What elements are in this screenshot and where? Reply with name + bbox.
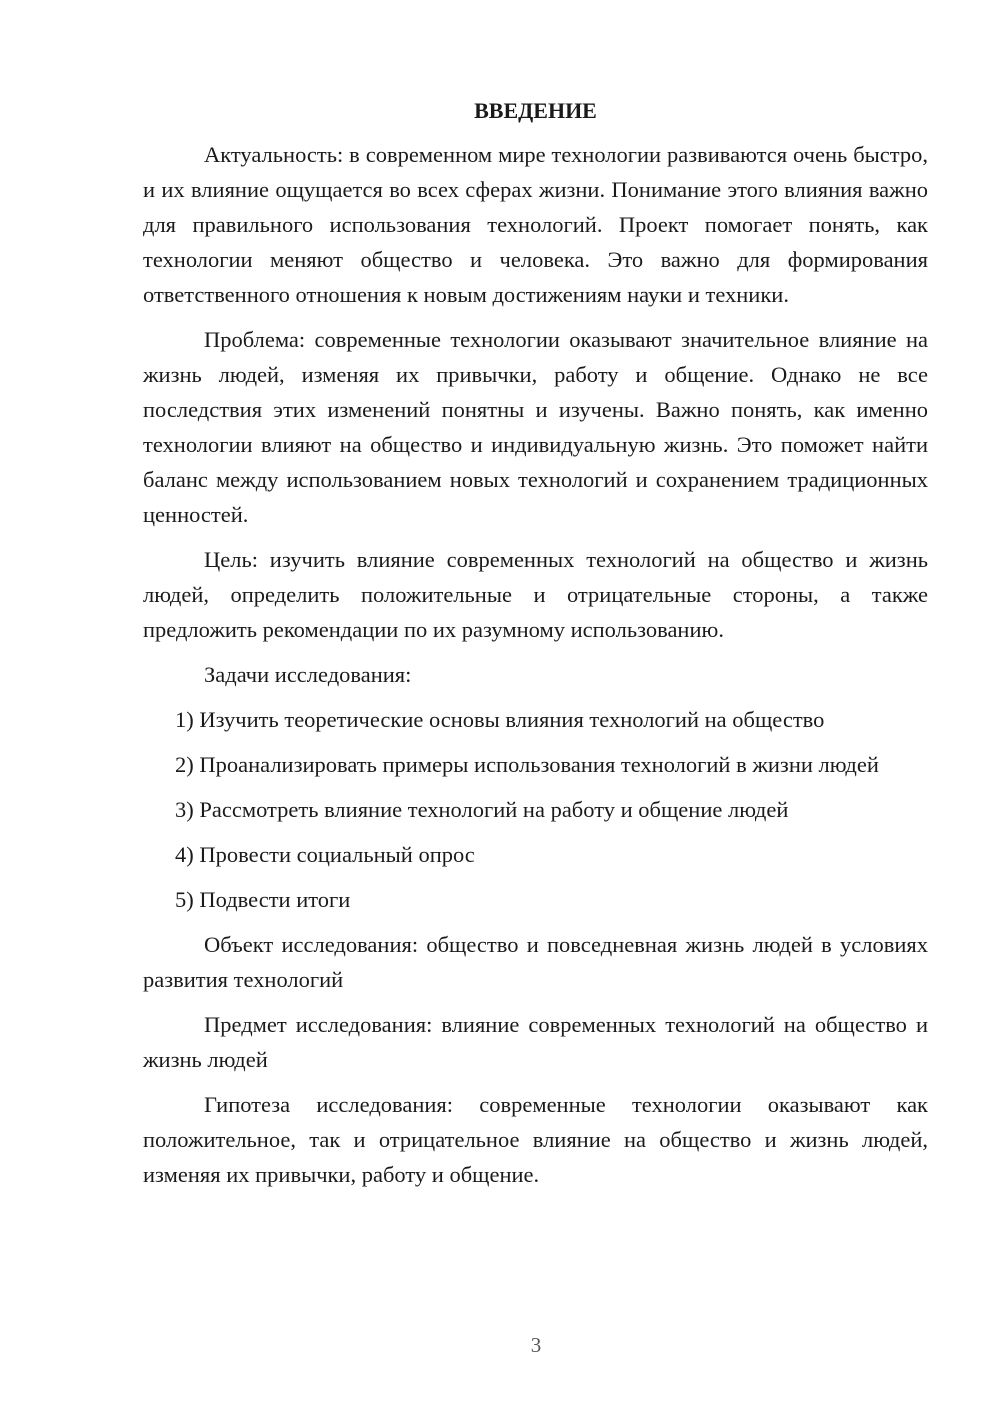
page-content [143, 94, 928, 1202]
task-item-1: 1) Изучить теоретические основы влияния технологий на общество [175, 707, 825, 732]
subject-paragraph: Предмет исследования: влияние современных технологий на общество и жизнь людей [143, 1012, 928, 1072]
hypothesis-paragraph: Гипотеза исследования: современные технологии оказывают как положительное, так и отрицательное влияние на общество и жизнь людей, изменяя их привычки, работу и общение. [143, 1092, 928, 1187]
problem-paragraph: Проблема: современные технологии оказывают значительное влияние на жизнь людей, изменяя их привычки, работу и общение. Однако не все последствия этих изменений понятны и изучены. Важно понять, как именно технологии влияют на общество и индивидуальную жизнь. Это поможет найти баланс между использованием новых технологий и сохранением традиционных ценностей. [143, 327, 928, 527]
task-item-5: 5) Подвести итоги [175, 887, 351, 912]
object-paragraph: Объект исследования: общество и повседневная жизнь людей в условиях развития технологий [143, 932, 928, 992]
section-title: ВВЕДЕНИЕ [474, 98, 597, 123]
tasks-heading: Задачи исследования: [204, 662, 412, 687]
task-item-2: 2) Проанализировать примеры использования технологий в жизни людей [175, 752, 879, 777]
task-item-4: 4) Провести социальный опрос [175, 842, 475, 867]
relevance-paragraph: Актуальность: в современном мире технологии развиваются очень быстро, и их влияние ощущается во всех сферах жизни. Понимание этого влияния важно для правильного использования технологий. Проект помогает понять, как технологии меняют общество и человека. Это важно для формирования ответственного отношения к новым достижениям науки и техники. [143, 142, 928, 307]
goal-paragraph: Цель: изучить влияние современных технологий на общество и жизнь людей, определить положительные и отрицательные стороны, а также предложить рекомендации по их разумному использованию. [143, 547, 928, 642]
page-number: 3 [530, 1333, 542, 1357]
task-item-3: 3) Рассмотреть влияние технологий на работу и общение людей [175, 797, 789, 822]
